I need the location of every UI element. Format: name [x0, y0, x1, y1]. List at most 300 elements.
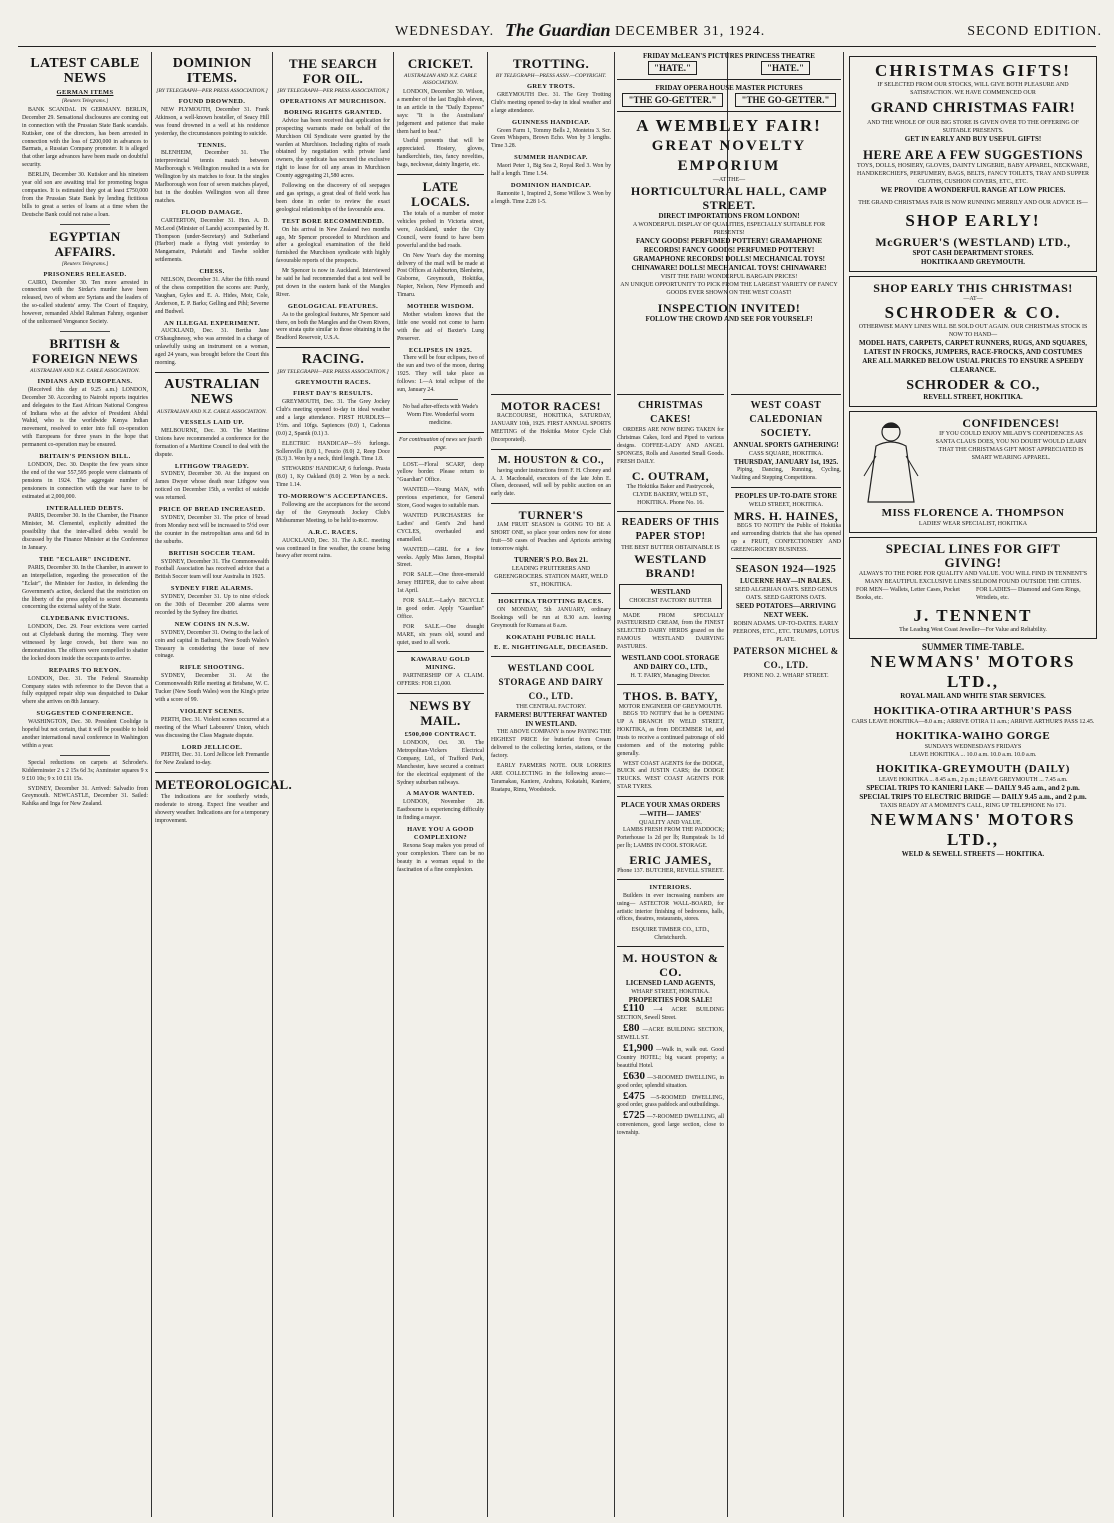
cinema-heading: FRIDAY OPERA HOUSE MASTER PICTURES — [655, 84, 803, 92]
article-text: AUCKLAND, Dec. 31. Bertha Jane O'Shaughnessy, who was arrested in a charge of unlawfully using an instrument on a woman, aged 24 years, was brought before the Court this morning. — [155, 328, 269, 367]
turners-title: TURNER'S — [518, 508, 584, 523]
interiors-text: Builders in ever increasing numbers are using— ASTECTOR WALL-BOARD, for artistic interior finishing of bedrooms, halls, offices, theatres, restaurants, stores. — [617, 892, 724, 923]
article-text: The indications are for southerly winds, moderate to strong. Expect fine weather and showery weather. Indications are for a temporary improvement. — [155, 794, 269, 824]
article-headline: TENNIS. — [197, 141, 227, 149]
newmans-title: NEWMANS' MOTORS LTD., — [870, 652, 1076, 691]
article-text: Mother wisdom knows that the little one would not come to harm with the aid of Baxter's Lung Preserver. — [397, 311, 484, 342]
article-headline: INDIANS AND EUROPEANS. — [37, 377, 133, 385]
credit-line: AUSTRALIAN AND N.Z. CABLE ASSOCIATION. — [157, 409, 267, 415]
article-text: Mr Spencer is now in Auckland. Interviewed he said he had recommended that a test well be put down in the eastern bank of the Mangles River. — [276, 268, 390, 298]
article-headline: £500,000 CONTRACT. — [404, 731, 477, 739]
article-headline: GEOLOGICAL FEATURES. — [287, 302, 379, 310]
taxis: TAXIS READY AT A MOMENT'S CALL, RING UP TELEPHONE No 171. — [880, 803, 1066, 809]
section-heading: METEOROLOGICAL. — [155, 777, 293, 793]
divider — [397, 432, 484, 433]
wembley-title: A WEMBLEY FAIR! — [636, 116, 822, 135]
section-heading: TROTTING. — [512, 56, 590, 71]
column-cricket — [397, 52, 484, 1517]
column-ads-middle — [617, 390, 724, 1517]
schroder-head: SHOP EARLY THIS CHRISTMAS! — [873, 281, 1073, 295]
caledonian-sub: ANNUAL SPORTS GATHERING! — [733, 441, 839, 449]
westland-cool-sub2: FARMERS! BUTTERFAT WANTED IN WESTLAND. — [494, 711, 608, 729]
thompson-title: MISS FLORENCE A. THOMPSON — [881, 507, 1065, 519]
james-text: LAMBS FRESH FROM THE PADDOCK; Porterhouse 1s 2d per lb; Rumpsteak 1s 1d per lb; LAMBS IN COOL STORAGE. — [617, 827, 724, 849]
article-text: ELECTRIC HANDICAP—5½ furlongs. Sollersville (8.0) 1, Feucio (8.0) 2, Reep Doce (8.3) 3. Won by a neck, third length. Time 1.8. — [276, 440, 390, 463]
article-text: On his arrival in New Zealand two months ago, Mr Spencer proceeded to Murchison and after a geological examination of the field furnished the Murchison syndicate with highly favourable reports of the prospects. — [276, 226, 390, 265]
divider — [276, 347, 390, 348]
section-heading: BRITISH & FOREIGN NEWS — [32, 335, 138, 366]
article-headline: INTERALLIED DEBTS. — [46, 504, 124, 512]
butter-box-desc: CHOICEST FACTORY BUTTER — [629, 597, 712, 604]
otira-title: HOKITIKA-OTIRA ARTHUR'S PASS — [873, 705, 1073, 717]
motor-races-title: MOTOR RACES! — [500, 399, 602, 413]
fair-note: AN UNIQUE OPPORTUNITY TO PICK FROM THE LARGEST VARIETY OF FANCY GOODS EVER SHOWN ON THE WEST COAST! — [620, 282, 838, 296]
james-sub: QUALITY AND VALUE. — [638, 820, 703, 827]
divider — [617, 394, 724, 395]
masthead-rule — [18, 46, 1096, 47]
baty-text: BEGS TO NOTIFY that he is OPENING UP A BRANCH IN WELD STREET, HOKITIKA, as from DECEMBER 1st, and trusts to receive a continued patronage of old customers and of the motoring public generally. — [617, 711, 724, 757]
suggestions-note: WE PROVIDE A WONDERFUL RANGE AT LOW PRICES. — [880, 186, 1066, 194]
divider — [155, 772, 269, 773]
novelties-list: FANCY GOODS! PERFUMED POTTERY! GRAMAPHONE RECORDS! FANCY GOODS! PERFUMED POTTERY! GRAMAPHONE RECORDS! DOLLS! MECHANICAL TOYS! CHINAWARE! DOLLS! MECHANICAL TOYS! CHINAWARE! — [631, 237, 827, 272]
special-title: SPECIAL LINES FOR GIFT GIVING! — [885, 541, 1061, 570]
turners-sub: LEADING FRUITERERS AND GREENGROCERS. STATION MART, WELD ST., HOKITIKA. — [494, 565, 608, 588]
article-headline: LORD JELLICOE. — [181, 743, 243, 751]
article-headline: AN ILLEGAL EXPERIMENT. — [164, 319, 260, 327]
schroder-title: SCHRODER & CO. — [884, 303, 1062, 322]
confidences-body — [856, 416, 1090, 506]
astector-note: ESQUIRE TIMBER CO., LTD., Christchurch. — [631, 927, 710, 942]
article-text: Useful presents that will be appreciated. Hosiery, gloves, handkerchiefs, ties, fancy novelties, bags, neckwear, dainty lingerie, etc. — [397, 138, 484, 169]
article-text: SYDNEY, December 31. Arrived: Salvadio from Greymouth. NEWCASTLE, December 31. Sailed: Kahika and Inga for New Zealand. — [22, 785, 148, 808]
divider — [491, 449, 611, 450]
haines-title: MRS. H. HAINES, — [733, 508, 839, 523]
credit-line: AUSTRALIAN AND N.Z. CABLE ASSOCIATION. — [403, 73, 478, 86]
credit-line: AUSTRALIAN AND N.Z. CABLE ASSOCIATION. — [30, 367, 140, 374]
houston-title: M. HOUSTON & CO., — [497, 454, 605, 466]
divider — [397, 174, 484, 175]
butter-text: MADE FROM SPECIALLY PASTEURISED CREAM, from the FINEST SELECTED DAIRY HERDS grazed on the FAMOUS WESTLAND DAIRYING PASTURES. — [617, 612, 724, 651]
mcgruer-title: McGRUER'S (WESTLAND) LTD., — [875, 235, 1071, 249]
divider — [731, 558, 841, 559]
westland-cool-title: WESTLAND COOL STORAGE AND DAIRY CO., LTD. — [498, 663, 604, 702]
divider — [617, 111, 841, 112]
seeds-list: SEED ALGERIAN OATS. SEED GENUS OATS. SEED GARTONS OATS. — [734, 587, 838, 602]
christmas-cakes-text: ORDERS ARE NOW BEING TAKEN for Christmas Cakes, Iced and Piped to various designs. COFFEE-LADY AND ANGEL SPONGES, Rolls and Assorted Small Goods. FRESH DAILY. — [617, 427, 724, 465]
cool-storage-name: WESTLAND COOL STORAGE AND DAIRY CO., LTD., — [621, 654, 720, 672]
article-headline: CHESS. — [199, 268, 225, 276]
article-headline: THE "ECLAIR" INCIDENT. — [39, 555, 131, 563]
schroder-text: OTHERWISE MANY LINES WILL BE SOLD OUT AGAIN. OUR CHRISTMAS STOCK IS NOW TO HAND— — [858, 324, 1088, 338]
section-heading: EGYPTIAN AFFAIRS. — [49, 228, 121, 259]
column-search-for-oil — [276, 52, 390, 1517]
column-ads-left — [491, 390, 611, 1517]
mhouston-title: M. HOUSTON & CO. — [622, 951, 719, 980]
section-heading: THE SEARCH FOR OIL. — [289, 56, 377, 86]
divider — [617, 684, 724, 685]
article-text: NELSON, December 31. After the fifth round of the chess competition the scores are: Purdy, Vaughan, Gyles and E. A. Hides, Moir, Cole, Anderson, E. P. Barks; Gelling and Pihl; Severne and Budwel. — [155, 277, 269, 315]
article-headline: A MAYOR WANTED. — [406, 790, 475, 798]
property-listing: £1,900 —Walk in, walk out. Good Country HOTEL; big vacant property; a beautiful Hotel. — [617, 1042, 724, 1069]
schroder-at: —AT— — [963, 296, 983, 302]
interiors-title: INTERIORS. — [649, 883, 692, 891]
baty-note: WEST COAST AGENTS for the DODGE, BUICK and JUSTIN CARS; the DODGE TRUCKS. WEST COAST AGENTS FOR STAR TYRES. — [617, 760, 724, 791]
lady-figure-icon — [856, 416, 926, 506]
article-text: PERTH, Dec. 31. Violent scenes occurred at a meeting of the Wharf Labourers' Union, which was discussing the Class Magnate dispute. — [155, 716, 269, 739]
article-text: CARTERTON, December 31. Hon. A. D. McLeod (Minister of Lands) accompanied by H. Thompson (under-Secretary) and Sutherland (Harbor) made a flying visit yesterday to Mangamaire, Puketahi and Tawhe soldier settlements. — [155, 217, 269, 264]
butter-box — [619, 584, 722, 609]
article-text: SYDNEY, December 30. At the inquest on James Dwyer whose death near Lithgow was noticed on December 15th, a verdict of suicide was returned. — [155, 471, 269, 502]
divider — [155, 372, 269, 373]
divider — [731, 394, 841, 395]
article-text: LONDON, December 30. Wilson, a member of the last English eleven, in an article in the "Daily Express" says: "It is the Australians' judgement and patience that make them hard to beat." — [397, 89, 484, 135]
article-headline: BRITISH SOCCER TEAM. — [168, 549, 256, 557]
masthead-date: DECEMBER 31, 1924. — [615, 24, 766, 39]
column-latest-cable-news — [22, 52, 148, 1517]
article-headline: LITHGOW TRAGEDY. — [174, 462, 250, 470]
masthead-title: The Guardian — [505, 20, 611, 40]
article-headline: SUGGESTED CONFERENCE. — [36, 710, 134, 718]
kokatahi-hall: KOKATAHI PUBLIC HALL — [506, 633, 596, 641]
article-text: Ramonite 1, Inspired 2, Some Willow 3. Won by a length. Time 2.28 1-5. — [491, 190, 611, 205]
special-text: ALWAYS TO THE FORE FOR QUALITY AND VALUE. YOU WILL FIND IN TENNENT'S MANY BEAUTIFUL EXCLUSIVE LINES SELDOM FOUND OUTSIDE THE CITIES. — [858, 571, 1088, 585]
credit-line: [Reuters Telegrams.] — [61, 260, 109, 267]
article-text: LONDON, Dec. 31. The Federal Steamship Company states with reference to the Devon that a fully equipped repair ship was despatched to Dakar where she arrives on 8th January. — [22, 675, 148, 706]
article-text: CAIRO, December 30. Ten more arrested in connection with the Sirdar's murder have been released, two of whom are Syrians and the leaders of the so-called students' army. The Court of Enquiry, however, remanded Abdel Rahman Fahmy, organiser of the unlicensed Vengeance Society. — [22, 279, 148, 326]
classified-ad: WANTED.—Young MAN, with previous experience, for General Store, Good wages to suitable man. — [397, 487, 484, 510]
confidences-ad — [849, 411, 1097, 533]
article-headline: SYDNEY FIRE ALARMS. — [170, 585, 254, 593]
divider — [491, 656, 611, 657]
divider — [423, 399, 458, 400]
article-text: SYDNEY, December 31. The Commonwealth Football Association has received advice that a British Soccer team will tour Australia in 1925. — [155, 558, 269, 581]
article-headline: A.R.C. RACES. — [308, 528, 358, 536]
fair-visit: VISIT THE FAIR! WONDERFUL BARGAIN PRICES! — [660, 274, 798, 280]
mcgruer-addr: HOKITIKA AND GREYMOUTH. — [920, 258, 1026, 266]
divider — [491, 503, 611, 504]
article-text: STEWARDS' HANDICAP, 6 furlongs. Prasta (8.0) 1, Ky Oakland (8.0) 2. Won by a neck. Time 1.14. — [276, 466, 390, 489]
newmans-footer: NEWMANS' MOTORS LTD., — [870, 810, 1076, 849]
film-title: "HATE." — [730, 61, 841, 75]
article-headline: PRICE OF BREAD INCREASED. — [158, 506, 266, 514]
properties-heading: PROPERTIES FOR SALE! — [628, 996, 713, 1005]
article-text: SYDNEY, December 31. The price of bread from Monday next will be increased to 5½d over the counter in the metropolitan area and 6d in the suburbs. — [155, 514, 269, 545]
article-text: Special reductions on carpets at Schroder's. Kidderminster 2 x 2 15s 6d 3s; Axminster squares 9 x 9 £10 10s; 9 x 10 £11 15s. — [22, 759, 148, 782]
divider — [617, 79, 841, 80]
readers-sub: THE BEST BUTTER OBTAINABLE IS — [621, 544, 720, 551]
summer-title: SUMMER TIME-TABLE. — [921, 642, 1025, 652]
divider — [491, 593, 611, 594]
dairy-notice: EARLY FARMERS NOTE. OUR LORRIES ARE COLLECTING in the following areas:—Taramakau, Kaniere, Arahura, Kokatahi, Kaniere, Ruatapu, Rimu, Woodstock. — [491, 762, 611, 793]
article-text: NEW PLYMOUTH, December 31. Frank Atkinson, a well-known hosteller, of Seacy Hill was found drowned in a well at his residence yesterday, the circumstances pointing to suicide. — [155, 106, 269, 137]
article-text: SYDNEY, December 31. Up to nine o'clock on the 30th of December 200 alarms were recorded by the Sydney fire district. — [155, 594, 269, 616]
classified-ad: FOR SALE.—Lady's BICYCLE in good order. Apply "Guardian" Office. — [397, 598, 484, 620]
caledonian-title: WEST COAST CALEDONIAN SOCIETY. — [749, 400, 823, 439]
article-text: BLENHEIM, December 31. The interprovincial tennis match between Marlborough v. Wellington resulted in a win for Wellington by six matches to four. In the singles Marlborough won four of seven matches played, but in the doubles Wellington won all three matches. — [155, 150, 269, 204]
shop-early: SHOP EARLY! — [905, 211, 1041, 230]
james-title: PLACE YOUR XMAS ORDERS —WITH— JAMES' — [620, 801, 721, 819]
property-listing: £475 —5-ROOMED DWELLING, good order, grass paddock and outbuildings. — [617, 1089, 724, 1109]
newmans-addr: WELD & SEWELL STREETS — HOKITIKA. — [901, 850, 1045, 858]
article-headline: ECLIPSES IN 1925. — [408, 346, 473, 354]
butter-box-brand: WESTLAND — [650, 587, 691, 596]
divider — [60, 755, 110, 756]
greymouth-title: HOKITIKA-GREYMOUTH (DAILY) — [876, 763, 1070, 775]
divider — [617, 946, 724, 947]
notice-text: No bad after-effects with Wade's Worm Fire. Wonderful worm medicine. — [402, 404, 479, 426]
newmans-sub: ROYAL MAIL AND WHITE STAR SERVICES. — [900, 692, 1046, 700]
column-rule — [393, 52, 394, 1517]
hall-name: HORTICULTURAL HALL, CAMP STREET. — [630, 184, 828, 212]
turners-text: JAM FRUIT SEASON is GOING TO BE A SHORT ONE, so place your orders now for stone fruit—50 cases of Peaches and Apricots arriving tomorrow night. — [491, 522, 611, 552]
outram-title: C. OUTRAM, — [631, 468, 710, 483]
caledonian-text: Piping, Dancing, Running, Cycling, Vaulting and Stepping Competitions. — [731, 467, 841, 481]
article-headline: VESSELS LAID UP. — [179, 419, 245, 426]
article-text: GREYMOUTH, Dec. 31. The Grey Jockey Club's meeting opened to-day in ideal weather and a large attendance. FIRST HURDLES—1½m. and 10fgs. Sapiences (0.0) 1, Cadonus (0.0) 2, Spanik (0.1) 3. — [276, 399, 390, 437]
article-headline: BORING RIGHTS GRANTED. — [284, 108, 382, 116]
article-headline: BRITAIN'S PENSION BILL. — [39, 453, 131, 461]
film-title: "THE GO-GETTER." — [730, 93, 841, 107]
confidences-title: CONFIDENCES! — [962, 416, 1060, 430]
timetable-ad — [847, 643, 1099, 859]
westland-cool-sub: THE CENTRAL FACTORY. — [516, 704, 586, 711]
article-text: MELBOURNE, Dec. 30. The Maritime Unions have recommended a conference for the formation of a Maritime Council to deal with the dispute. — [155, 427, 269, 458]
article-text: Following are the acceptances for the second day of the Greymouth Jockey Club's Midsummer Meeting, to be held to-morrow. — [276, 501, 390, 524]
peoples-store-title: PEOPLES UP-TO-DATE STORE — [735, 491, 837, 500]
film-title: "THE GO-GETTER." — [617, 93, 728, 107]
article-text: PARIS, December 30. In the Chamber, the Finance Minister, M. Clementel, explicitly admitted the possibility that the inter-allied debts would be discussed by the Finance Minister at the Conference in January. — [22, 513, 148, 552]
potatoes-heading: SEED POTATOES—ARRIVING NEXT WEEK. — [735, 602, 837, 620]
masthead-edition: SECOND EDITION. — [967, 24, 1102, 39]
property-listing: £110 —4 ACRE BUILDING SECTION, Sewell Street. — [617, 1002, 724, 1022]
suggestions-title: HERE ARE A FEW SUGGESTIONS — [862, 147, 1084, 162]
houston-text: having under instructions from F. H. Choney and A. J. Macdonald, executors of the late John E. Olsen, deceased, will sell by public auction on an early date. — [491, 467, 611, 498]
inspection-title: INSPECTION INVITED! — [657, 301, 801, 315]
schroder-sign: SCHRODER & CO., — [906, 378, 1040, 393]
waiho-title: HOKITIKA-WAIHO GORGE — [895, 730, 1051, 742]
hokitika-trots-title: HOKITIKA TROTTING RACES. — [498, 597, 604, 605]
column-rule — [614, 52, 615, 1517]
ad-cinemas-wembley — [617, 52, 841, 382]
credit-line: [BY TELEGRAPH—PER PRESS ASSOCIATION.] — [277, 369, 389, 376]
column-ads-right-inner — [731, 390, 841, 1517]
greymouth-leave: LEAVE HOKITIKA ... 8.45 a.m., 2 p.m.; LEAVE GREYMOUTH ... 7.45 a.m. — [878, 777, 1068, 783]
article-text: As to the geological features, Mr Spencer said there, on both the Mangles and the Owen Rivers, were strata quite similar to those obtaining in the Bradford Reservoir, U.S.A. — [276, 311, 390, 342]
classified-ad: WANTED.—GIRL for a few weeks. Apply Miss James, Hospital Street. — [397, 546, 484, 569]
article-headline: OPERATIONS AT MURCHISON. — [279, 98, 387, 105]
gifts-text: IF SELECTED FROM OUR STOCKS, WILL GIVE BOTH PLEASURE AND SATISFACTION. WE HAVE COMMENCED OUR — [877, 82, 1069, 96]
mhouston-sub: LICENSED LAND AGENTS, — [625, 979, 716, 988]
article-headline: MOTHER WISDOM. — [407, 303, 474, 311]
article-text: LONDON, Dec. 30. Despite the few years since the end of the war 557,595 people were claimants of pensions in 1924. The aggregate number of pensioners in connection with the war have to be estimated at 2,000,000. — [22, 462, 148, 500]
turners-box: TURNER'S P.O. Box 21. — [514, 555, 588, 564]
article-text: BERLIN, December 30. Kutisker and his nineteen year old son are awaiting trial for promoting bogus companies. It is estimated they got at least £750,000 from the Prussian State Bank by lending fictitious bills to great a series of loans at a time when the Deutsche Bank could not raise a loan. — [22, 172, 148, 218]
divider — [60, 331, 110, 332]
column-rule — [151, 52, 152, 1517]
schroder-list: MODEL HATS, CARPETS, CARPET RUNNERS, RUGS, AND SQUARES, LATEST IN FROCKS, JUMPERS, RACE-FROCKS, AND COSTUMES ARE ALL MARKED BELOW USUAL PRICES TO ENSURE A SPEEDY CLEARANCE. — [858, 339, 1088, 374]
special-lines-ad — [849, 537, 1097, 639]
article-text: SYDNEY, December 31. Owing to the lack of coin and capital in Bathurst, New South Wales's Treasury is considering the issue of new coinage. — [155, 629, 269, 660]
masthead-day: WEDNESDAY. — [395, 24, 495, 39]
article-text: (Received this day at 9.25 a.m.) LONDON, December 30. According to Nairobi reports inquiries and delegates to the East African National Congress of Indians who at the advice of President Abdul Wahid, who is the worldwide Kenya Indian movement, resolved to enter into full co-operation with Europeans for three years in the hope that permanent co-operation may be ensured. — [22, 386, 148, 449]
confidences-text-block — [932, 416, 1090, 506]
article-headline: GREY TROTS. — [526, 83, 576, 90]
cinema-heading: FRIDAY McLEAN'S PICTURES PRINCESS THEATRE — [643, 52, 815, 60]
article-text: PARIS, December 30. In the Chamber, in answer to an interpellation, regarding the prosecution of the "Eclair", the Minister for Justice, in defending the Government's action, declared that the restriction on the liberty of the press applied to secret documents concerning the external safety of the State. — [22, 564, 148, 611]
divider — [617, 796, 724, 797]
section-subheading: GERMAN ITEMS — [56, 89, 114, 96]
thompson-sub: LADIES' WEAR SPECIALIST, HOKITIKA — [918, 521, 1028, 527]
article-text: Following on the discovery of oil seepages and gas springs, a great deal of field work has been done in order to review the exact geological relationships of the favourable area. — [276, 183, 390, 213]
article-headline: FOUND DROWNED. — [178, 98, 246, 105]
article-text: WASHINGTON, Dec. 30. President Coolidge is hopeful but not certain, that it will be possible to hold another international naval conference in Washington within a year. — [22, 719, 148, 749]
credit-line: [Reuters Telegrams.] — [61, 97, 109, 104]
nightingale-title: E. E. NIGHTINGALE, DECEASED. — [494, 644, 608, 652]
fair-running: THE GRAND CHRISTMAS FAIR IS NOW RUNNING MERRILY AND OUR ADVICE IS— — [858, 200, 1088, 206]
hall-sub2: A WONDERFUL DISPLAY OF QUALITIES, ESPECIALLY SUITABLE FOR PRESENTS! — [632, 222, 826, 236]
article-text: AUCKLAND, Dec. 31. The A.R.C. meeting was continued in fine weather, the course being heavy after recent rains. — [276, 537, 390, 560]
article-text: PERTH, Dec. 31. Lord Jellicoe left Fremantle for New Zealand to-day. — [155, 752, 269, 767]
peoples-store-sub: WELD STREET, HOKITIKA. — [748, 501, 824, 508]
article-headline: VIOLENT SCENES. — [179, 707, 245, 715]
schroder-ad — [849, 276, 1097, 407]
article-headline: RIFLE SHOOTING. — [179, 664, 245, 672]
christmas-gifts-ad — [849, 56, 1097, 272]
get-early: GET IN EARLY AND BUY USEFUL GIFTS! — [904, 135, 1042, 143]
tennent-sub: The Leading West Coast Jeweller—For Value and Reliability. — [899, 627, 1047, 633]
paterson-title: PATERSON MICHEL & CO., LTD. — [733, 646, 839, 671]
article-headline: NEW COINS IN N.S.W. — [174, 620, 250, 628]
caledonian-place: CASS SQUARE, HOKITIKA. — [748, 451, 824, 457]
potatoes-list: ROBIN ADAMS. UP-TO-DATES. EARLY PEERONS, ETC., ETC. TRUMPS, LOTUS PLATE. — [732, 621, 840, 644]
article-headline: CLYDEBANK EVICTIONS. — [40, 615, 130, 623]
property-listing: £80 —ACRE BUILDING SECTION, SEWELL ST. — [617, 1022, 725, 1042]
section-heading: DOMINION ITEMS. — [172, 56, 252, 86]
baty-sub: MOTOR ENGINEER OF GREYMOUTH. — [618, 704, 723, 711]
credit-line: BY TELEGRAPH—PRESS ASSN.—COPYRIGHT. — [495, 73, 607, 79]
article-text: LONDON, Oct. 30. The Metropolitan-Vickers Electrical Company, Ltd., of Trafford Park, Manchester, have secured a contract for the electrical equipment of the Sydney suburban railways. — [397, 740, 484, 786]
divider — [60, 224, 110, 225]
outram-text: The Hokitika Baker and Pastrycook, CLYDE BAKERY, WELD ST., HOKITIKA. Phone No. 16. — [626, 483, 715, 506]
cool-storage-addr: H. T. FAIRY, Managing Director. — [630, 673, 711, 680]
article-headline: HAVE YOU A GOOD COMPLEXION? — [407, 826, 474, 841]
divider — [397, 651, 484, 652]
property-listing: £630 —3-ROOMED DWELLING, in good order, splendid situation. — [617, 1069, 725, 1089]
section-heading: AUSTRALIAN NEWS — [164, 377, 260, 407]
section-heading: LATE LOCALS. — [411, 179, 470, 210]
eric-james-title: ERIC JAMES, — [629, 852, 712, 867]
article-text: BANK SCANDAL IN GERMANY. BERLIN, December 29. Sensational disclosures are coming out in connection with the Prussian State Bank scandals. Kutisker, one of the directors, has been arrested in connection with the loss of £200,000 in advances to Barmats, a Russian Company promoter. It is alleged that other large advances have been made on doubtful security. — [22, 106, 148, 169]
eric-james-sub: Phone 137. BUTCHER, REVELL STREET. — [617, 867, 724, 874]
readers-stop-title: READERS OF THIS PAPER STOP! — [621, 516, 720, 542]
tennent-title: J. TENNENT — [913, 606, 1033, 625]
article-text: LONDON, November 28. Eastbourne is experiencing difficulty in finding a mayor. — [397, 799, 484, 822]
divider — [397, 457, 484, 458]
at-the: —AT THE— — [712, 177, 746, 183]
article-text: Green Farm 1, Tommy Bells 2, Monteira 3. Scr. Green Whispers, Brown Echo. Won by 3 lengths. Time 3.28. — [491, 127, 611, 150]
suggestions-text: TOYS, DOLLS, HOSIERY, GLOVES, DAINTY LINGERIE, BABY APPAREL, NECKWARE, HANDKERCHIEFS, PERFUMERY, BAGS, BELTS, FANCY TOILETS, TRAY AND SUPPER CLOTHS, CUSHION COVERS, ETC., ETC. — [856, 163, 1090, 185]
classified-ad: LOST.—Floral SCARF, deep yellow border. Please return to "Guardian" Office. — [397, 461, 484, 484]
article-headline: GUINNESS HANDICAP. — [511, 118, 591, 126]
section-heading: LATEST CABLE NEWS — [30, 56, 140, 86]
article-headline: REPAIRS TO REYON. — [48, 666, 122, 674]
schroder-addr: REVELL STREET, HOKITIKA. — [923, 393, 1023, 401]
article-headline: KAWARAU GOLD MINING. — [410, 656, 471, 672]
masthead — [0, 0, 1114, 48]
baty-title: THOS. B. BATY, — [623, 689, 718, 704]
special-trips: SPECIAL TRIPS TO KANIERI LAKE — DAILY 9.45 a.m., and 2 p.m. — [866, 784, 1080, 792]
film-title: "HATE." — [617, 61, 728, 75]
article-text: PARTNERSHIP OF A CLAIM. OFFERS: FOR £1,000. — [397, 673, 484, 688]
credit-line: [BY TELEGRAPH—PER PRESS ASSOCIATION.] — [277, 88, 389, 94]
credit-line: [BY TELEGRAPH—PER PRESS ASSOCIATION.] — [156, 88, 268, 94]
property-listing: £725 —7-ROOMED DWELLING, all conveniences, good large section, close to township. — [617, 1109, 724, 1137]
emporium-title: GREAT NOVELTY EMPORIUM — [651, 138, 807, 174]
article-text: There will be four eclipses, two of the sun and two of the moon, during 1925. They will take place as follows: I.—A total eclipse of the sun, January 24. — [397, 355, 484, 394]
gifts-title: CHRISTMAS GIFTS! — [875, 61, 1071, 80]
special-lists — [856, 586, 1090, 602]
article-text: Maori Peter 1, Big Sea 2, Royal Red 3. Won by half a length. Time 1.54. — [491, 163, 611, 178]
classified-ad: FOR SALE.—One three-emerald Jersey HEIFER, due to calve about 1st April. — [397, 572, 484, 595]
column-rule — [843, 52, 844, 1517]
article-headline: TEST BORE RECOMMENDED. — [281, 217, 385, 225]
divider — [617, 511, 724, 512]
article-text: GREYMOUTH Dec. 31. The Grey Trotting Club's meeting opened to-day in ideal weather and a large attendance. — [491, 91, 611, 114]
divider — [617, 879, 724, 880]
confidences-text: IF YOU COULD ENJOY MILADY'S CONFIDENCES AS SANTA CLAUS DOES, YOU NO DOUBT WOULD LEARN THAT THE CHRISTMAS GIFT MOST APPRECIATED IS SMART WEARING APPAREL. — [935, 431, 1087, 461]
hall-sub: DIRECT IMPORTATIONS FROM LONDON! — [658, 212, 800, 220]
classified-ad: FOR SALE.—One draught MARE, six years old, sound and quiet, used to all work. — [397, 623, 484, 646]
article-text: SYDNEY, December 31. At the Commonwealth Rifle meeting at Brisbane, W. C. Tucker (New South Wales) won the King's prize with a score of 99. — [155, 673, 269, 703]
follow-crowd: FOLLOW THE CROWD AND SEE FOR YOURSELF! — [645, 315, 813, 323]
section-heading: CRICKET. — [407, 56, 474, 71]
haines-text: BEGS TO NOTIFY the Public of Hokitika and surrounding districts that she has opened up a FRUIT, CONFECTIONERY AND GREENGROCERY BUSINESS. — [731, 522, 841, 553]
paterson-text: PHONE NO. 2. WHARF STREET. — [743, 673, 829, 680]
special-trips: SPECIAL TRIPS TO ELECTRIC BRIDGE — DAILY 9.45 a.m., and 2 p.m. — [859, 793, 1087, 801]
cinema-films-row — [617, 61, 841, 75]
divider — [491, 394, 611, 395]
waiho-days: SUNDAYS WEDNESDAYS FRIDAYS — [924, 744, 1022, 750]
column-ads-right — [847, 52, 1099, 1517]
caledonian-date: THURSDAY, JANUARY 1st, 1925. — [733, 458, 839, 466]
christmas-cakes-title: CHRISTMAS CAKES! — [637, 400, 704, 425]
hokitika-trots-text: ON MONDAY, 5th JANUARY, ordinary Bookings will be run at 8.30 a.m. leaving Greymouth for Kumara at 8 a.m. — [491, 606, 611, 629]
divider — [397, 693, 484, 694]
article-headline: SUMMER HANDICAP. — [514, 154, 588, 162]
fair-title: GRAND CHRISTMAS FAIR! — [870, 100, 1076, 116]
cinema-films-row — [617, 93, 841, 107]
westland-cool-text: THE ABOVE COMPANY is now PAYING THE HIGHEST PRICE for butterfat from Cream delivered to the collecting lorries, stations, or the factory. — [491, 729, 611, 760]
article-text: On New Year's day the morning delivery of the mail will be made at Post Offices at Ashburton, Blenheim, Gisborne, Greymouth, Hokitika, Napier, Nelson, New Plymouth and Timaru. — [397, 252, 484, 299]
for-ladies: FOR LADIES— Diamond and Gem Rings, Wristlets, etc. — [976, 587, 1081, 601]
westland-brand: WESTLAND BRAND! — [634, 551, 707, 580]
mcgruer-sub: SPOT CASH DEPARTMENT STORES. — [912, 249, 1034, 257]
column-rule — [487, 52, 488, 1517]
season-title: SEASON 1924—1925 — [735, 564, 837, 576]
season-sub: LUCERNE HAY—IN BALES. — [739, 577, 833, 586]
article-text: Advice has been received that application for prospecting warrants made on behalf of the Murchison Oil Syndicate were granted by the warden at Murchison. Including rights of roads obtained by negotiation with private land owners, the syndicate has secured the exclusive right to lease for oil any areas in Murchison County aggregating 21,580 acres. — [276, 117, 390, 180]
article-headline: FLOOD DAMAGE. — [181, 208, 243, 216]
article-headline: FIRST DAY'S RESULTS. — [293, 390, 373, 398]
continuation-notice: For continuation of news see fourth page. — [399, 436, 482, 451]
section-heading: NEWS BY MAIL. — [409, 698, 472, 729]
mhouston-addr: WHARF STREET, HOKITIKA. — [631, 989, 710, 996]
article-text: The totals of a number of motor vehicles probed in Victoria street, were, Auckland, under the City Council, were found to have been powerful and the bad roads. — [397, 211, 484, 249]
article-headline: TO-MORROW'S ACCEPTANCES. — [278, 493, 388, 501]
for-men: FOR MEN— Wallets, Letter Cases, Pocket Books, etc. — [856, 587, 960, 601]
article-text: LONDON, Dec. 29. Four evictions were carried out at Clydebank during the morning. They were witnessed by large crowds, but there was no demonstration. The officers were compelled to shatter the locked doors inside the occupants to arrive. — [22, 624, 148, 662]
divider — [731, 487, 841, 488]
